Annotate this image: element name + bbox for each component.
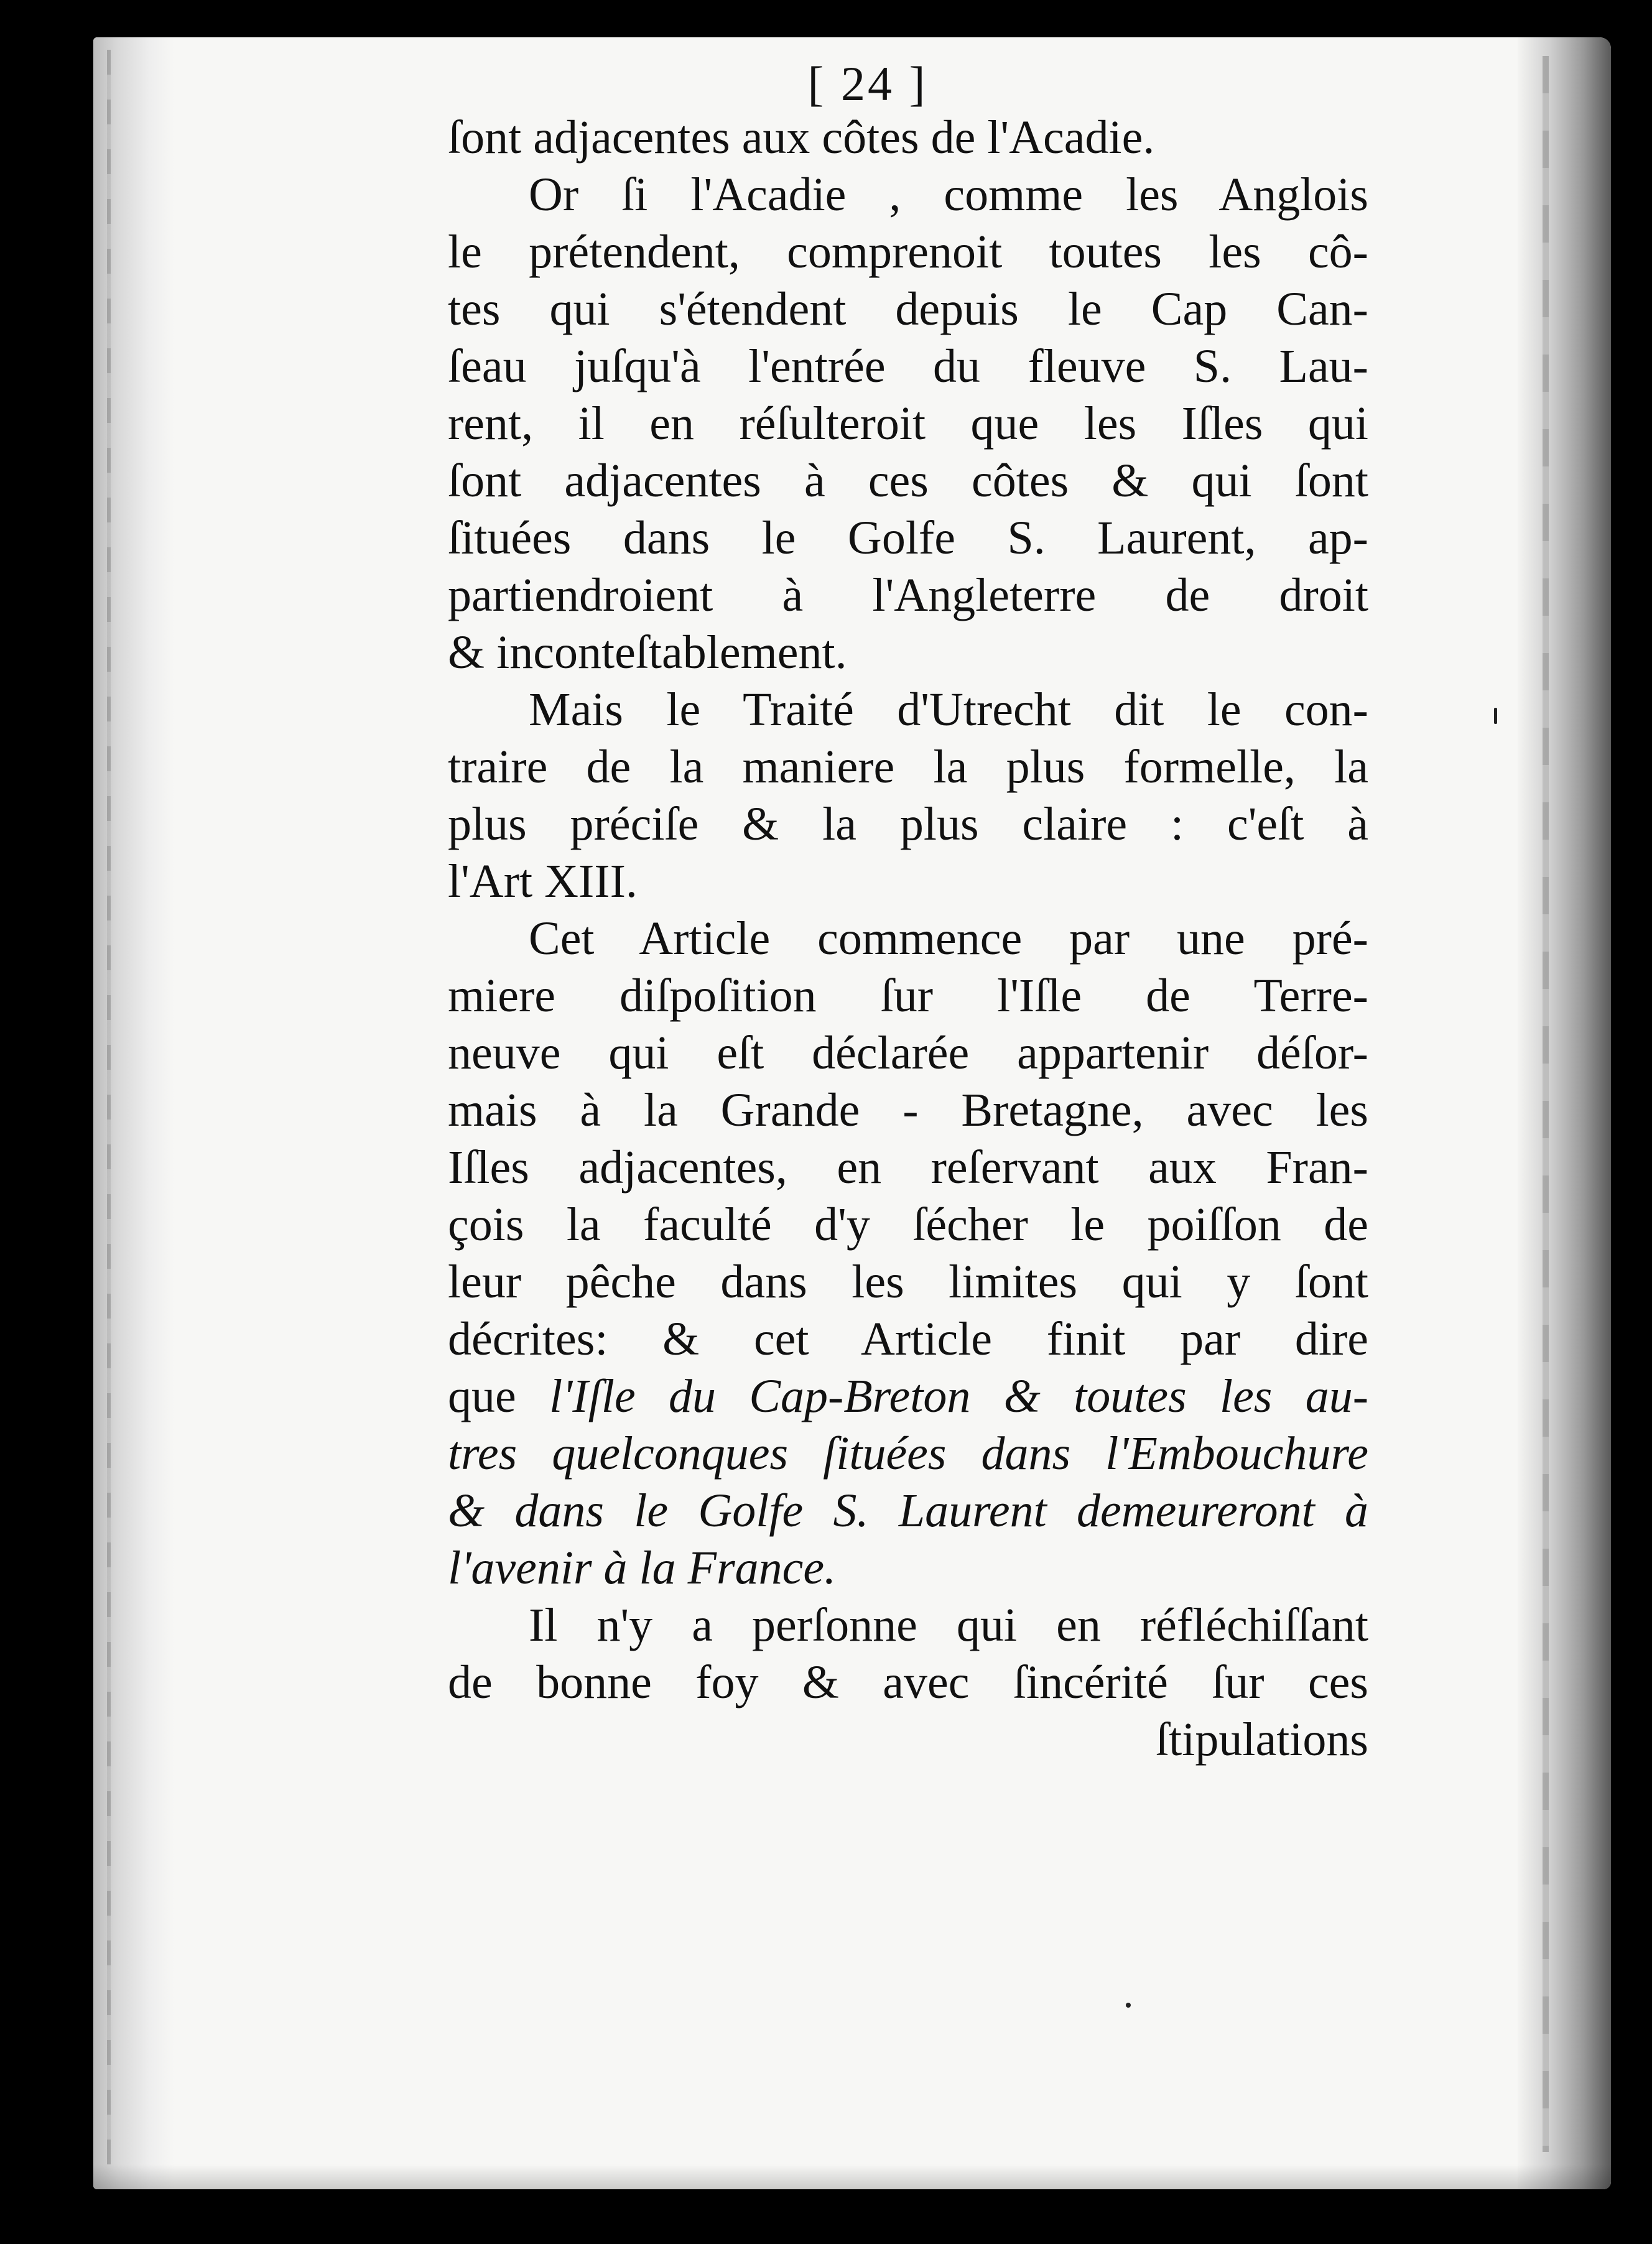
text-line [448,1082,1368,1139]
text-line [448,795,1368,853]
text-segment: ſtipulations [1156,1713,1368,1766]
text-line [448,681,1368,738]
text-segment: neuve qui eſt déclarée appartenir déſor- [448,1027,1368,1079]
text-line [448,338,1368,395]
text-line [448,1711,1368,1768]
text-line [448,967,1368,1024]
text-segment: Il n'y a perſonne qui en réfléchiſſant [529,1599,1368,1651]
text-line [448,509,1368,567]
italic-text: & dans le Golfe S. Laurent demeureront à [448,1485,1368,1537]
text-line [448,1253,1368,1310]
text-segment: ſont adjacentes aux côtes de l'Acadie. [448,111,1155,164]
text-line [448,1425,1368,1482]
ink-speck [1494,708,1497,724]
text-segment: Cet Article commence par une pré- [529,912,1368,965]
text-line [448,1310,1368,1368]
text-line [448,1368,1368,1425]
text-segment: mais à la Grande - Bretagne, avec les [448,1084,1368,1136]
text-segment: & inconteſtablement. [448,626,847,679]
italic-text: tres quelconques ſituées dans l'Embouchure [448,1427,1368,1480]
text-line [448,1139,1368,1196]
text-segment: tes qui s'étendent depuis le Cap Can- [448,283,1368,335]
text-line [448,910,1368,967]
text-line [448,1654,1368,1711]
text-segment: plus préciſe & la plus claire : c'eſt à [448,798,1368,850]
text-segment: rent, il en réſulteroit que les Iſles qui [448,397,1368,450]
italic-text: l'avenir à la France. [448,1542,837,1594]
page-number: [ 24 ] [807,57,928,111]
text-segment: le prétendent, comprenoit toutes les cô- [448,226,1368,278]
text-segment: Or ſi l'Acadie , comme les Anglois [529,169,1368,221]
text-segment: décrites: & cet Article finit par dire [448,1313,1368,1365]
text-segment: ſituées dans le Golfe S. Laurent, ap- [448,512,1368,564]
ink-speck [1126,2003,1131,2008]
text-segment: leur pêche dans les limites qui y ſont [448,1256,1368,1308]
text-segment: Iſles adjacentes, en reſervant aux Fran- [448,1141,1368,1194]
text-line [448,166,1368,223]
text-line [448,280,1368,338]
body-text [448,109,1368,1768]
text-segment: traire de la maniere la plus formelle, la [448,741,1368,793]
text-line [448,395,1368,452]
text-segment: de bonne foy & avec ſincérité ſur ces [448,1656,1368,1708]
text-segment: ſont adjacentes à ces côtes & qui ſont [448,455,1368,507]
text-line [448,853,1368,910]
page-shadow [93,2164,1611,2189]
text-line [448,1539,1368,1597]
text-line [448,738,1368,795]
text-segment: miere diſpoſition ſur l'Iſle de Terre- [448,970,1368,1022]
text-line [448,1482,1368,1539]
text-segment: l'Art XIII. [448,855,638,907]
text-line [448,452,1368,509]
text-line [448,624,1368,681]
text-line [448,567,1368,624]
text-line [448,109,1368,166]
text-segment: Mais le Traité d'Utrecht dit le con- [529,684,1368,736]
text-line [448,1024,1368,1082]
italic-text: l'Iſle du Cap-Breton & toutes les au- [549,1370,1369,1422]
text-segment: partiendroient à l'Angleterre de droit [448,569,1368,621]
text-segment: çois la faculté d'y ſécher le poiſſon de [448,1198,1368,1251]
text-line [448,223,1368,280]
text-segment: ſeau juſqu'à l'entrée du fleuve S. Lau- [448,340,1368,392]
page-edge [1518,37,1611,2189]
text-line [448,1597,1368,1654]
book-gutter [93,37,174,2189]
text-segment: que [448,1370,550,1422]
text-line [448,1196,1368,1253]
